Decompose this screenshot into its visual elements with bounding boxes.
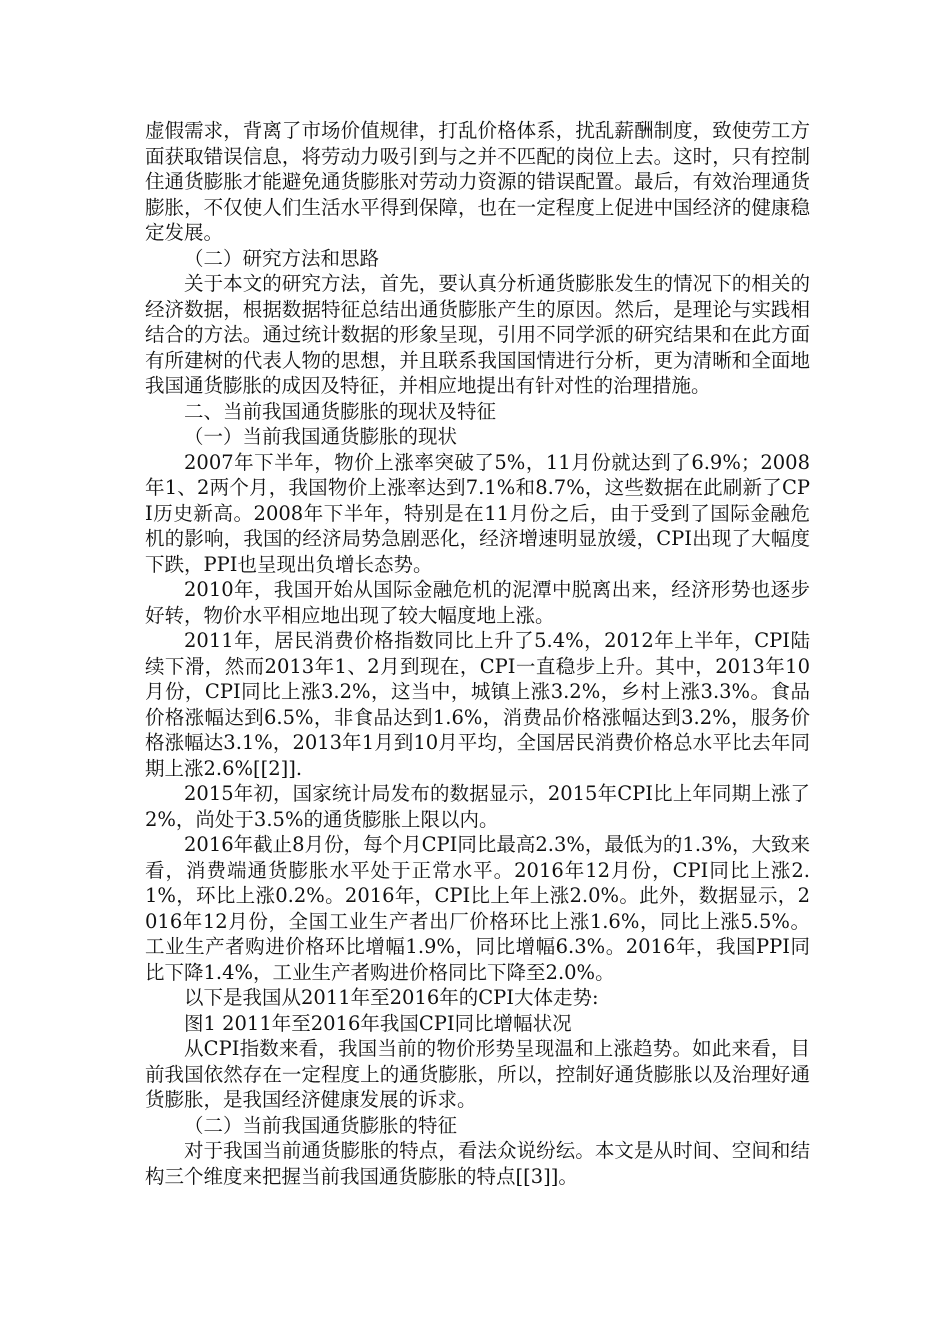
section-heading-current-status: （一）当前我国通货膨胀的现状 [184,425,458,448]
paragraph-cpi-trend-intro: 以下是我国从2011年至2016年的CPI大体走势: [184,986,599,1009]
figure-caption: 图1 2011年至2016年我国CPI同比增幅状况 [184,1011,572,1035]
paragraph-research-methods: 关于本文的研究方法，首先，要认真分析通货膨胀发生的情况下的相关的经济数据，根据数据特征总结出通货膨胀产生的原因。然后，是理论与实践相结合的方法。通过统计数据的形象呈现，引用不同学派的研究结果和在此方面有所建树的代表人物的思想，并且联系我国国情进行分析，更为清晰和全面地我国通货膨胀的成因及特征，并相应地提出有针对性的治理措施。 [145,272,810,397]
section-heading-characteristics: （二）当前我国通货膨胀的特征 [184,1113,458,1137]
paragraph-2010: 2010年，我国开始从国际金融危机的泥潭中脱离出来，经济形势也逐步好转，物价水平相应地出现了较大幅度地上涨。 [145,578,810,627]
paragraph-cpi-conclusion: 从CPI指数来看，我国当前的物价形势呈现温和上涨趋势。如此来看，目前我国依然存在一定程度上的通货膨胀，所以，控制好通货膨胀以及治理好通货膨胀，是我国经济健康发展的诉求。 [145,1037,810,1111]
document-body [145,118,810,1189]
paragraph-2007-2008: 2007年下半年，物价上涨率突破了5%，11月份就达到了6.9%；2008年1、2两个月，我国物价上涨率达到7.1%和8.7%，这些数据在此刷新了CPI历史新高。2008年下半年，特别是在11月份之后，由于受到了国际金融危机的影响，我国的经济局势急剧恶化，经济增速明显放缓，CPI出现了大幅度下跌，PPI也呈现出负增长态势。 [145,450,810,576]
chapter-heading-inflation-status: 二、当前我国通货膨胀的现状及特征 [184,399,497,423]
paragraph-2016: 2016年截止8月份，每个月CPI同比最高2.3%，最低为的1.3%，大致来看，消费端通货膨胀水平处于正常水平。2016年12月份，CPI同比上涨2.1%，环比上涨0.2%。2016年，CPI比上年上涨2.0%。此外，数据显示，2016年12月份，全国工业生产者出厂价格环比上涨1.6%，同比上涨5.5%。工业生产者购进价格环比增幅1.9%，同比增幅6.3%。2016年，我国PPI同比下降1.4%，工业生产者购进价格同比下降至2.0%。 [145,833,810,984]
section-heading-research-methods: （二）研究方法和思路 [184,246,380,270]
paragraph-characteristics: 对于我国当前通货膨胀的特点，看法众说纷纭。本文是从时间、空间和结构三个维度来把握当前我国通货膨胀的特点[[3]]。 [145,1139,810,1188]
paragraph-continued: 虚假需求，背离了市场价值规律，打乱价格体系，扰乱薪酬制度，致使劳工方面获取错误信息，将劳动力吸引到与之并不匹配的岗位上去。这时，只有控制住通货膨胀才能避免通货膨胀对劳动力资源的错误配置。最后，有效治理通货膨胀，不仅使人们生活水平得到保障，也在一定程度上促进中国经济的健康稳定发展。 [145,119,810,244]
paragraph-2011-2013: 2011年，居民消费价格指数同比上升了5.4%，2012年上半年，CPI陆续下滑，然而2013年1、2月到现在，CPI一直稳步上升。其中，2013年10月份，CPI同比上涨3.2%，这当中，城镇上涨3.2%，乡村上涨3.3%。食品价格涨幅达到6.5%，非食品达到1.6%，消费品价格涨幅达到3.2%，服务价格涨幅达3.1%，2013年1月到10月平均，全国居民消费价格总水平比去年同期上涨2.6%[[2]]. [145,629,810,780]
paragraph-2015: 2015年初，国家统计局发布的数据显示，2015年CPI比上年同期上涨了2%，尚处于3.5%的通货膨胀上限以内。 [145,782,810,831]
